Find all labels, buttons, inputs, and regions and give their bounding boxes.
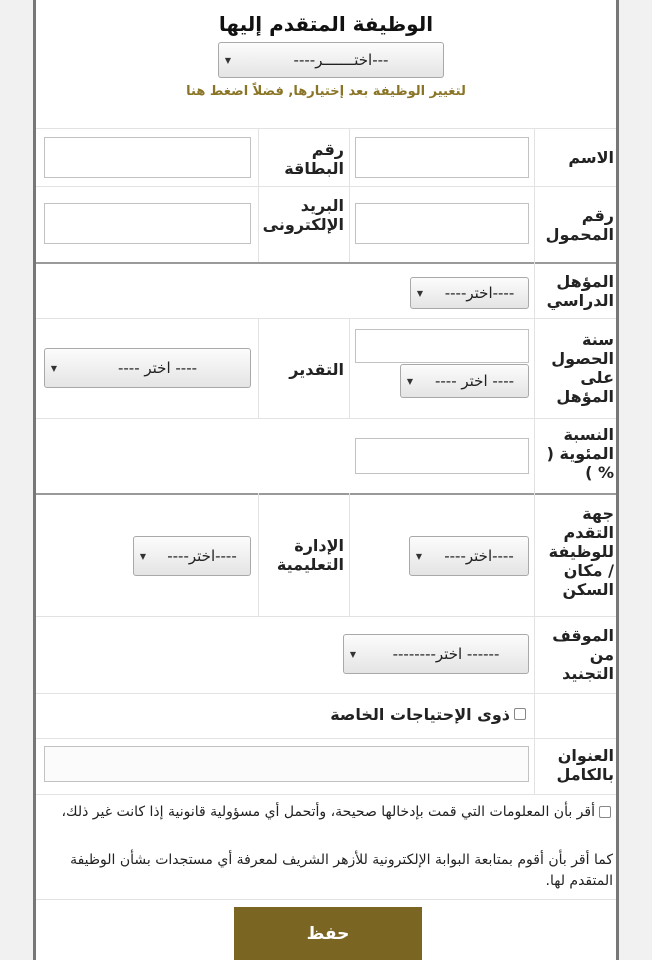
divider — [36, 794, 616, 795]
chevron-down-icon: ▼ — [224, 55, 232, 65]
name-input[interactable] — [355, 137, 529, 178]
page-title: الوظيفة المتقدم إليها — [218, 12, 434, 36]
column-divider — [258, 493, 259, 616]
section-divider — [36, 493, 616, 495]
chevron-down-icon: ▼ — [415, 551, 423, 561]
special-needs-label: ذوى الإحتياجات الخاصة — [330, 705, 510, 724]
mobile-label: رقم المحمول — [545, 206, 614, 244]
address-label: العنوان بالكامل — [556, 746, 614, 784]
special-needs-checkbox[interactable] — [514, 708, 526, 720]
card-number-input[interactable] — [44, 137, 251, 178]
column-divider — [349, 128, 350, 262]
save-button[interactable]: حفظ — [234, 907, 422, 960]
qualification-year-input[interactable] — [355, 329, 529, 363]
chevron-down-icon: ▼ — [406, 376, 414, 386]
declaration-line-2: كما أقر بأن أقوم بمتابعة البوابة الإلكترونية للأزهر الشريف لمعرفة أي مستجدات بشأن الوظيفة المتقدم لها. — [70, 852, 613, 889]
change-job-link[interactable]: لتغيير الوظيفة بعد إختيارها, فضلاً اضغط هنا — [186, 84, 466, 99]
qualification-select-value: ----اختر---- — [444, 284, 515, 302]
column-divider — [258, 318, 259, 418]
apply-place-select-value: ----اختر---- — [444, 547, 514, 565]
qualification-year-label: سنة الحصول على المؤهل — [551, 330, 614, 406]
divider — [36, 186, 616, 187]
military-status-label: الموقف من التجنيد — [552, 626, 614, 683]
grade-select[interactable] — [44, 348, 251, 388]
qualification-select[interactable] — [410, 277, 529, 309]
column-divider — [534, 128, 535, 794]
divider — [36, 738, 616, 739]
grade-select-value: ---- اختر ---- — [117, 359, 198, 377]
chevron-down-icon: ▼ — [349, 649, 357, 659]
column-divider — [349, 493, 350, 616]
chevron-down-icon: ▼ — [50, 363, 58, 373]
section-divider — [36, 262, 616, 264]
divider — [36, 693, 616, 694]
job-select-value: ---اختـــــــر---- — [293, 51, 389, 69]
name-label: الاسم — [568, 148, 614, 167]
percentage-label: النسبة المئوية ( % ) — [546, 425, 614, 482]
qualification-year-select[interactable] — [400, 364, 529, 398]
application-form — [33, 0, 619, 960]
qualification-year-select-value: ---- اختر ---- — [434, 372, 515, 390]
divider — [36, 318, 616, 319]
mobile-input[interactable] — [355, 203, 529, 244]
percentage-input[interactable] — [355, 438, 529, 474]
chevron-down-icon: ▼ — [416, 288, 424, 298]
military-status-select-value: ------ اختر-------- — [392, 645, 500, 663]
declaration-line-1: أقر بأن المعلومات التي قمت بإدخالها صحيحة، وأتحمل أي مسؤولية قانونية إذا كانت غير ذلك، — [61, 804, 595, 820]
column-divider — [349, 318, 350, 418]
divider — [36, 616, 616, 617]
email-input[interactable] — [44, 203, 251, 244]
military-status-select[interactable] — [343, 634, 529, 674]
divider — [36, 899, 616, 900]
chevron-down-icon: ▼ — [139, 551, 147, 561]
divider — [36, 128, 616, 129]
column-divider — [258, 128, 259, 262]
declaration-checkbox[interactable] — [599, 806, 611, 818]
education-administration-label: الإدارة التعليمية — [276, 536, 344, 574]
apply-place-label: جهة التقدم للوظيفة / مكان السكن — [548, 504, 614, 599]
card-number-label: رقم البطاقة — [284, 140, 344, 178]
apply-place-select[interactable] — [409, 536, 529, 576]
grade-label: التقدير — [289, 360, 344, 379]
divider — [36, 418, 616, 419]
job-select[interactable] — [218, 42, 444, 78]
education-administration-select-value: ----اختر---- — [167, 547, 237, 565]
education-administration-select[interactable] — [133, 536, 251, 576]
email-label: البريد الإلكترونى — [262, 196, 344, 234]
address-input[interactable] — [44, 746, 529, 782]
qualification-label: المؤهل الدراسي — [546, 272, 614, 310]
